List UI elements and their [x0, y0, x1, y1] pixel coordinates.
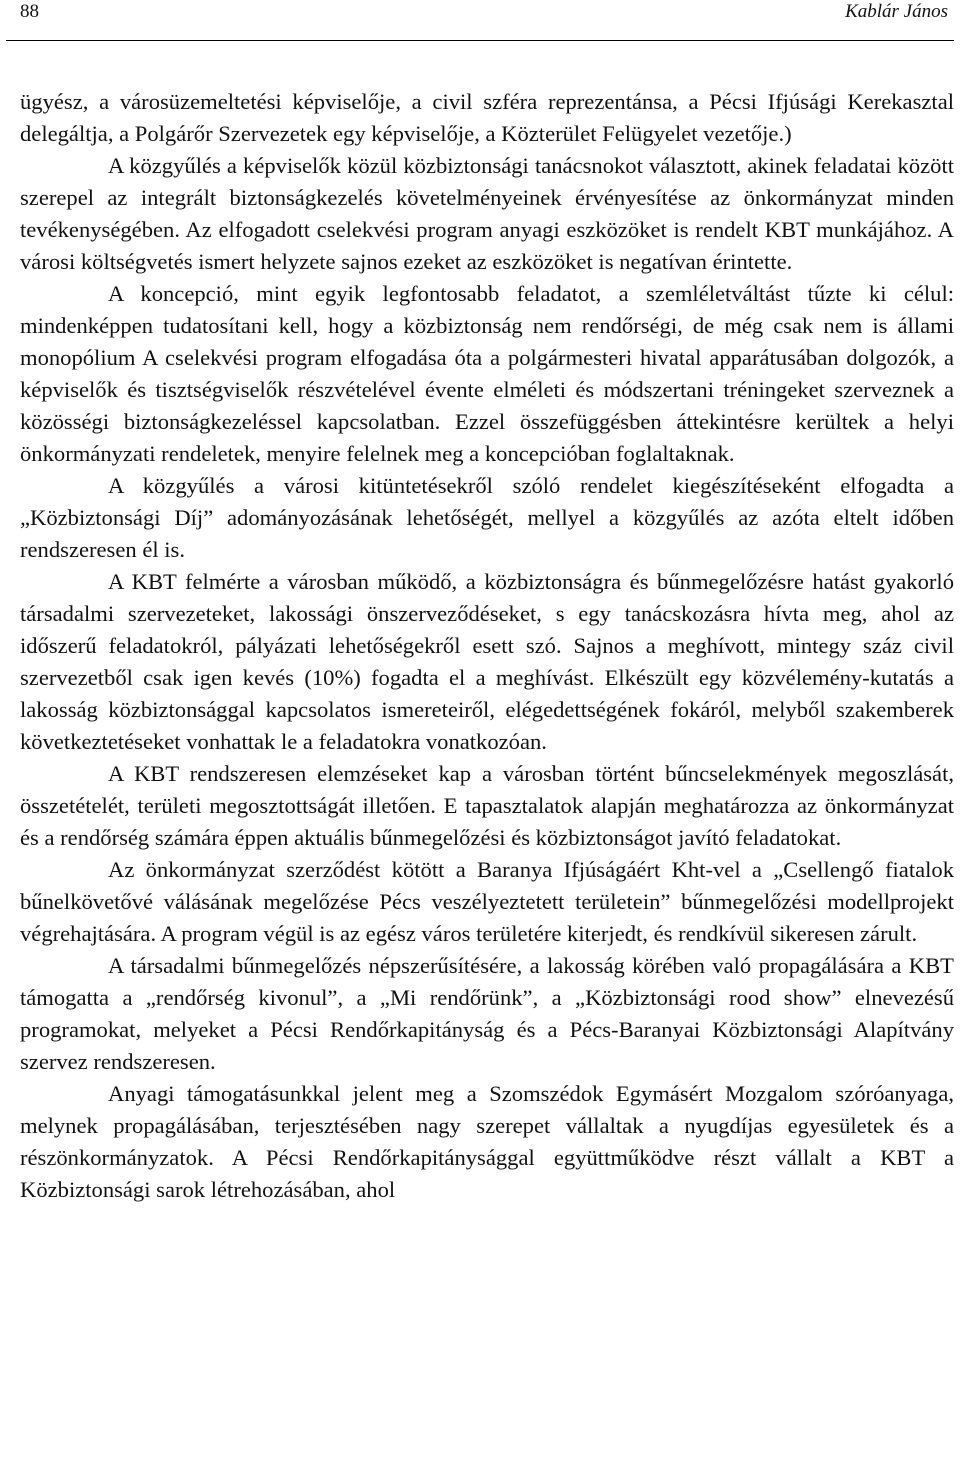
paragraph: A közgyűlés a városi kitüntetésekről szóló rendelet kiegészítéseként elfogadta a „Közbiztonsági Díj” adományozásának lehetőségét, mellyel a közgyűlés az azóta eltelt időben rendszeresen él is.	[20, 473, 954, 562]
paragraph: A KBT rendszeresen elemzéseket kap a városban történt bűncselekmények megoszlását, összetételét, területi megosztottságát illetően. E tapasztalatok alapján meghatározza az önkormányzat és a rendőrség számára éppen aktuális bűnmegelőzési és közbiztonságot javító feladatokat.	[20, 761, 954, 850]
running-header-author: Kablár János	[845, 1, 948, 22]
paragraph: Az önkormányzat szerződést kötött a Baranya Ifjúságáért Kht-vel a „Csellengő fiatalok bűnelkövetővé válásának megelőzése Pécs veszélyeztetett területein” bűnmegelőzési modellprojekt végrehajtására. A program végül is az egész város területére kiterjedt, és rendkívül sikeresen zárult.	[20, 857, 954, 946]
body-text	[20, 86, 954, 1206]
paragraph: Anyagi támogatásunkkal jelent meg a Szomszédok Egymásért Mozgalom szóróanyaga, melynek propagálásában, terjesztésében nagy szerepet vállaltak a nyugdíjas egyesületek és a részönkormányzatok. A Pécsi Rendőrkapitánysággal együttműködve részt vállalt a KBT a Közbiztonsági sarok létrehozásában, ahol	[20, 1081, 954, 1202]
page-header	[20, 0, 948, 34]
page-number: 88	[20, 1, 39, 22]
paragraph: A koncepció, mint egyik legfontosabb feladatot, a szemléletváltást tűzte ki célul: mindenképpen tudatosítani kell, hogy a közbiztonság nem rendőrségi, de még csak nem is állami monopólium A cselekvési program elfogadása óta a polgármesteri hivatal apparátusában dolgozók, a képviselők és tisztségviselők részvételével évente elméleti és módszertani tréningeket szerveznek a közösségi biztonságkezeléssel kapcsolatban. Ezzel összefüggésben áttekintésre kerültek a helyi önkormányzati rendeletek, menyire felelnek meg a koncepcióban foglaltaknak.	[20, 281, 954, 466]
paragraph: A közgyűlés a képviselők közül közbiztonsági tanácsnokot választott, akinek feladatai között szerepel az integrált biztonságkezelés követelményeinek érvényesítése az önkormányzat minden tevékenységében. Az elfogadott cselekvési program anyagi eszközöket is rendelt KBT munkájához. A városi költségvetés ismert helyzete sajnos ezeket az eszközöket is negatívan érintette.	[20, 153, 954, 274]
paragraph: ügyész, a városüzemeltetési képviselője, a civil szféra reprezentánsa, a Pécsi Ifjúsági Kerekasztal delegáltja, a Polgárőr Szervezetek egy képviselője, a Közterület Felügyelet vezetője.)	[20, 89, 954, 146]
paragraph: A KBT felmérte a városban működő, a közbiztonságra és bűnmegelőzésre hatást gyakorló társadalmi szervezeteket, lakossági önszerveződéseket, s egy tanácskozásra hívta meg, ahol az időszerű feladatokról, pályázati lehetőségekről esett szó. Sajnos a meghívott, mintegy száz civil szervezetből csak igen kevés (10%) fogadta el a meghívást. Elkészült egy közvélemény-kutatás a lakosság közbiztonsággal kapcsolatos ismereteiről, elégedettségének fokáról, melyből szakemberek következtetéseket vonhattak le a feladatokra vonatkozóan.	[20, 569, 954, 754]
header-rule	[6, 40, 954, 41]
paragraph: A társadalmi bűnmegelőzés népszerűsítésére, a lakosság körében való propagálására a KBT támogatta a „rendőrség kivonul”, a „Mi rendőrünk”, a „Közbiztonsági rood show” elnevezésű programokat, melyeket a Pécsi Rendőrkapitányság és a Pécs-Baranyai Közbiztonsági Alapítvány szervez rendszeresen.	[20, 953, 954, 1074]
